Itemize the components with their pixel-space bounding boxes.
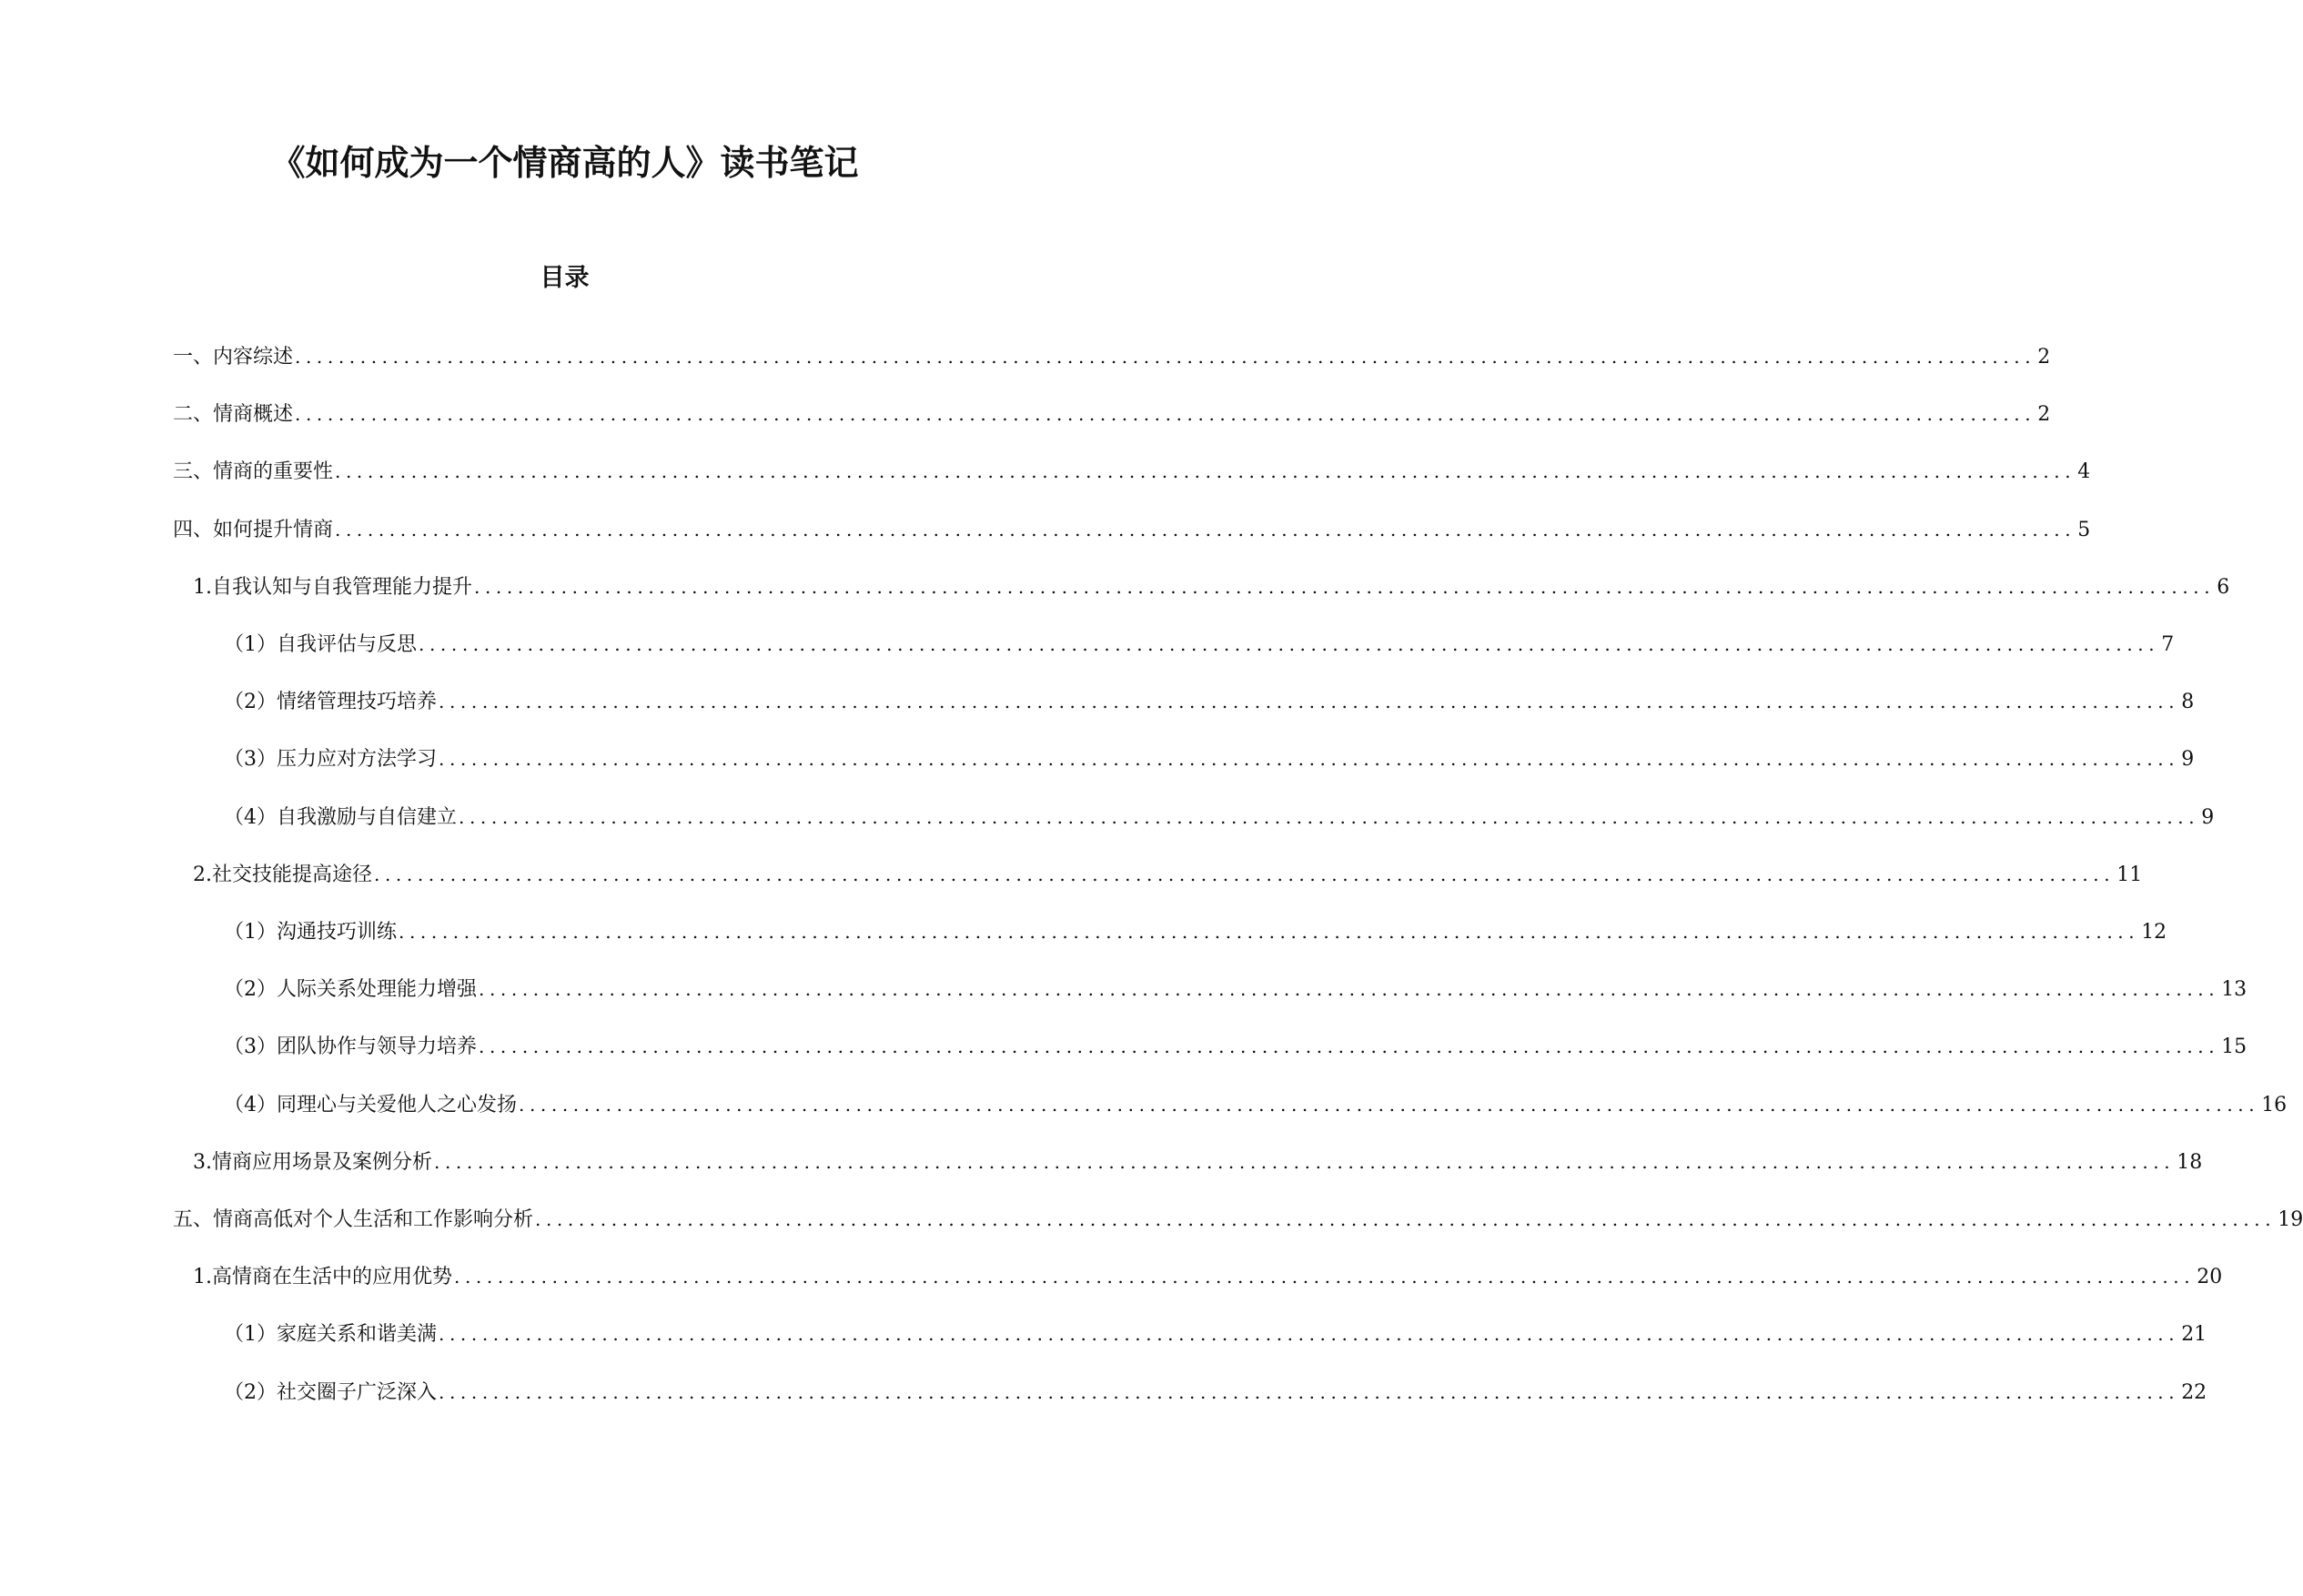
- toc-dot-leader: ................................................................................................................................................................: [295, 403, 2036, 425]
- toc-entry-label: （2）人际关系处理能力增强: [224, 978, 477, 1001]
- toc-entry[interactable]: [193, 1147, 2203, 1177]
- toc-entry[interactable]: [173, 515, 2091, 544]
- toc-dot-leader: ................................................................................................................................................................: [439, 1323, 2180, 1345]
- toc-entry-page-number: 18: [2177, 1151, 2203, 1174]
- toc-dot-leader: ................................................................................................................................................................: [399, 921, 2140, 943]
- toc-entry[interactable]: [173, 1205, 2303, 1234]
- toc-dot-leader: ................................................................................................................................................................: [374, 864, 2116, 885]
- toc-entry-page-number: 20: [2197, 1266, 2223, 1288]
- toc-entry[interactable]: [224, 744, 2195, 773]
- toc-entry-label: （3）团队协作与领导力培养: [224, 1035, 477, 1058]
- toc-entry-page-number: 12: [2141, 921, 2167, 944]
- toc-entry-label: （3）压力应对方法学习: [224, 748, 437, 771]
- toc-dot-leader: ................................................................................................................................................................: [479, 978, 2220, 1000]
- toc-entry[interactable]: [173, 457, 2091, 486]
- toc-entry-number: 1.: [193, 576, 212, 599]
- toc-dot-leader: ................................................................................................................................................................: [295, 346, 2036, 368]
- toc-dot-leader: ................................................................................................................................................................: [419, 633, 2160, 655]
- toc-entry-page-number: 2: [2037, 403, 2051, 426]
- toc-entry[interactable]: [224, 1032, 2247, 1061]
- toc-entry[interactable]: [173, 399, 2051, 429]
- toc-entry-page-number: 22: [2181, 1381, 2207, 1404]
- document-title: 《如何成为一个情商高的人》读书笔记: [270, 143, 859, 183]
- toc-entry-label: 五、情商高低对个人生活和工作影响分析: [173, 1208, 534, 1231]
- toc-dot-leader: ................................................................................................................................................................: [479, 1035, 2220, 1057]
- toc-entry[interactable]: [193, 572, 2230, 601]
- toc-entry[interactable]: [224, 687, 2195, 716]
- toc-dot-leader: ................................................................................................................................................................: [519, 1094, 2260, 1116]
- toc-entry[interactable]: [173, 342, 2051, 371]
- toc-dot-leader: ................................................................................................................................................................: [459, 806, 2200, 828]
- toc-entry[interactable]: [224, 630, 2175, 659]
- toc-entry[interactable]: [224, 975, 2247, 1004]
- toc-heading: 目录: [540, 264, 590, 292]
- toc-entry-page-number: 2: [2037, 346, 2051, 369]
- toc-entry-label: 三、情商的重要性: [173, 460, 334, 483]
- toc-entry[interactable]: [224, 1378, 2207, 1407]
- toc-entry-page-number: 6: [2217, 576, 2230, 599]
- toc-entry-page-number: 15: [2221, 1035, 2247, 1058]
- toc-entry-label: 社交技能提高途径: [212, 864, 373, 886]
- toc-entry-page-number: 7: [2161, 633, 2175, 656]
- toc-entry-label: 二、情商概述: [173, 403, 294, 426]
- toc-dot-leader: ................................................................................................................................................................: [434, 1151, 2176, 1173]
- toc-dot-leader: ................................................................................................................................................................: [535, 1208, 2277, 1230]
- toc-dot-leader: ................................................................................................................................................................: [439, 1381, 2180, 1403]
- toc-entry-number: 2.: [193, 864, 212, 886]
- toc-entry[interactable]: [224, 803, 2215, 832]
- toc-entry-label: 一、内容综述: [173, 346, 294, 369]
- toc-entry[interactable]: [193, 860, 2143, 889]
- toc-entry-page-number: 16: [2261, 1094, 2288, 1116]
- toc-entry-page-number: 4: [2077, 460, 2091, 483]
- toc-entry-label: （1）沟通技巧训练: [224, 921, 397, 944]
- toc-dot-leader: ................................................................................................................................................................: [335, 519, 2076, 540]
- toc-entry-label: （4）同理心与关爱他人之心发扬: [224, 1094, 517, 1116]
- toc-entry-label: 四、如何提升情商: [173, 519, 334, 541]
- toc-entry-label: 自我认知与自我管理能力提升: [212, 576, 473, 599]
- toc-entry-page-number: 8: [2181, 691, 2195, 713]
- toc-entry[interactable]: [224, 1319, 2207, 1349]
- toc-entry-label: （1）家庭关系和谐美满: [224, 1323, 437, 1346]
- toc-entry-label: （2）情绪管理技巧培养: [224, 691, 437, 713]
- toc-entry[interactable]: [224, 1090, 2288, 1119]
- toc-entry-page-number: 13: [2221, 978, 2247, 1001]
- toc-entry-page-number: 9: [2181, 748, 2195, 771]
- toc-entry-label: （1）自我评估与反思: [224, 633, 417, 656]
- toc-dot-leader: ................................................................................................................................................................: [474, 576, 2216, 598]
- toc-entry-page-number: 21: [2181, 1323, 2207, 1346]
- toc-entry-page-number: 9: [2201, 806, 2215, 829]
- toc-entry[interactable]: [224, 917, 2167, 946]
- toc-entry-label: 情商应用场景及案例分析: [212, 1151, 433, 1174]
- toc-entry-number: 3.: [193, 1151, 212, 1174]
- toc-dot-leader: ................................................................................................................................................................: [439, 748, 2180, 770]
- toc-entry-number: 1.: [193, 1266, 212, 1288]
- toc-dot-leader: ................................................................................................................................................................: [439, 691, 2180, 712]
- toc-entry-page-number: 19: [2278, 1208, 2303, 1231]
- toc-entry[interactable]: [193, 1262, 2223, 1291]
- toc-entry-page-number: 5: [2077, 519, 2091, 541]
- toc-entry-label: （4）自我激励与自信建立: [224, 806, 457, 829]
- toc-entry-label: 高情商在生活中的应用优势: [212, 1266, 453, 1288]
- toc-dot-leader: ................................................................................................................................................................: [454, 1266, 2196, 1288]
- toc-entry-label: （2）社交圈子广泛深入: [224, 1381, 437, 1404]
- toc-entry-page-number: 11: [2116, 864, 2143, 886]
- toc-dot-leader: ................................................................................................................................................................: [335, 460, 2076, 482]
